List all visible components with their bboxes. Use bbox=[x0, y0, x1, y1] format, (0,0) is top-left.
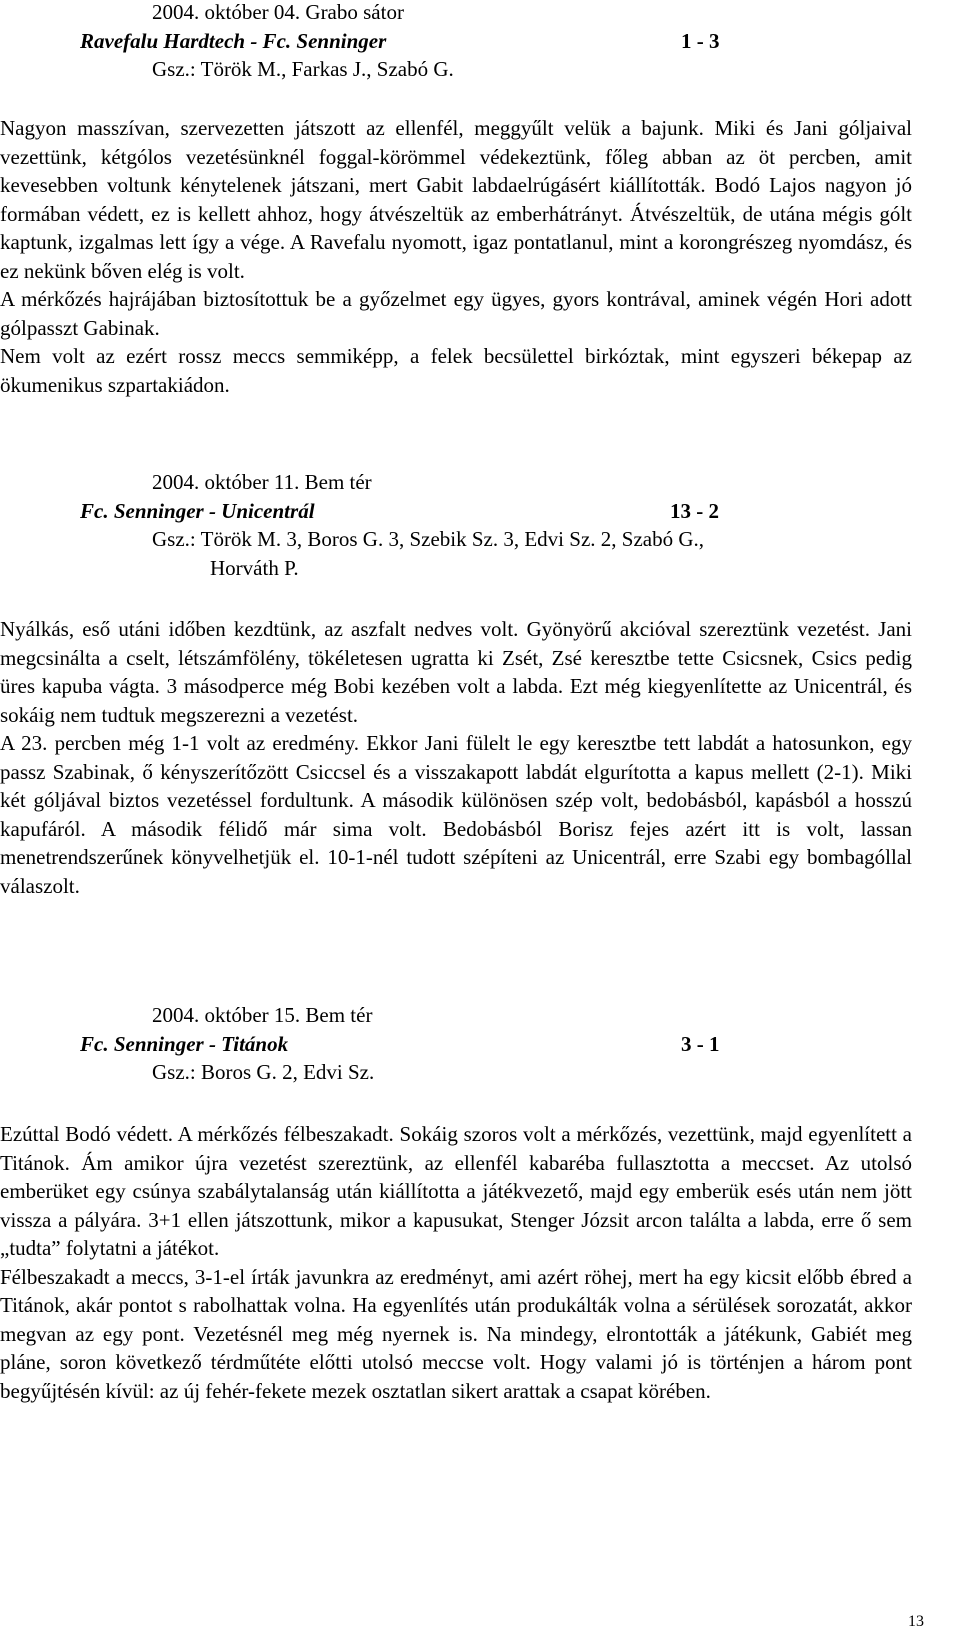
match-3-scorers: Gsz.: Boros G. 2, Edvi Sz. bbox=[152, 1060, 375, 1084]
match-2-header bbox=[0, 468, 960, 582]
match-1-paragraph-1: Nagyon masszívan, szervezetten játszott az ellenfél, meggyűlt velük a bajunk. Miki és Jani góljaival vezettünk, kétgólos vezetésünknél foggal-körömmel védekeztünk, főleg abban az öt percben, amit kevesebben voltunk kénytelenek játszani, mert Gabit labdaelrúgásért kiállították. Bodó Lajos nagyon jó formában védett, ez is kellett ahhoz, hogy átvészeltük az emberhátrányt. Átvészeltük, de utána mégis gólt kaptunk, izgalmas lett így a vége. A Ravefalu nyomott, igaz pontatlanul, mint a korongrészeg nyomdász, és ez nekünk bőven elég is volt. bbox=[0, 116, 912, 283]
match-1-paragraph-3: Nem volt az ezért rossz meccs semmiképp, a felek becsülettel birkóztak, mint egyszeri békepap az ökumenikus szpartakiádon. bbox=[0, 344, 912, 397]
match-2-paragraph-1: Nyálkás, eső utáni időben kezdtünk, az aszfalt nedves volt. Gyönyörű akcióval szereztünk vezetést. Jani megcsinálta a cselt, létszámfölény, tökéletesen ugratta ki Zsét, Zsé keresztbe tette Csicsnek, Csics pedig üres kapuba vágta. 3 másodperce még Bobi kezében volt a labda. Ezt még kiegyenlítette az Unicentrál, és sokáig nem tudtuk megszerezni a vezetést. bbox=[0, 617, 912, 727]
match-2-date-venue: 2004. október 11. Bem tér bbox=[152, 470, 372, 494]
match-2-report bbox=[0, 615, 912, 900]
match-2-title bbox=[0, 497, 960, 526]
match-3-title bbox=[0, 1030, 960, 1059]
match-3-score: 3 - 1 bbox=[681, 1031, 720, 1056]
match-3-teams: Fc. Senninger - Titánok bbox=[80, 1031, 289, 1056]
match-3-paragraph-1: Ezúttal Bodó védett. A mérkőzés félbeszakadt. Sokáig szoros volt a mérkőzés, vezettünk, majd egyenlített a Titánok. Ám amikor újra vezetést szereztünk, az ellenfél kabaréba fullasztotta a meccset. Az utolsó emberüket egy csúnya szabálytalanság után kiállította a játékvezető, majd egy emberük esés után nem jött vissza a pályára. 3+1 ellen játszottunk, mikor a kapusukat, Stenger Józsit arcon találta a labda, erre ő sem „tudta” folytatni a játékot. bbox=[0, 1122, 912, 1260]
match-2-score: 13 - 2 bbox=[670, 498, 719, 523]
match-2-teams: Fc. Senninger - Unicentrál bbox=[80, 498, 315, 523]
match-1-title bbox=[0, 27, 960, 56]
match-2-scorers-continued: Horváth P. bbox=[210, 555, 299, 580]
match-3-paragraph-2: Félbeszakadt a meccs, 3-1-el írták javunkra az eredményt, ami azért röhej, mert ha egy kicsit előbb ébred a Titánok, akár pontot s rabolhattak volna. Ha egyenlítés után produkálták volna a sérülések sorozatát, akkor megvan az egy pont. Vezetésnél meg még nyernek is. Na mindegy, elrontották a játékunk, Gabiét meg pláne, soron következő térdműtéte előtti utolsó meccse volt. Hogy valami jó is történjen a három pont begyűjtésén kívül: az új fehér-fekete mezek osztatlan sikert arattak a csapat körében. bbox=[0, 1264, 912, 1403]
match-1-teams: Ravefalu Hardtech - Fc. Senninger bbox=[80, 28, 387, 53]
match-3-date-venue: 2004. október 15. Bem tér bbox=[152, 1003, 373, 1027]
match-2-scorers: Gsz.: Török M. 3, Boros G. 3, Szebik Sz. 3, Edvi Sz. 2, Szabó G., bbox=[152, 527, 704, 551]
match-2-paragraph-2: A 23. percben még 1-1 volt az eredmény. Ekkor Jani fülelt le egy keresztbe tett labdát a hatosunkon, egy passz Szabinak, ő kényszerítőzött Csiccsel és a visszakapott labdát elgurította a kapus mellett (2-1). Miki két góljával biztos vezetéssel fordultunk. A második különösen szép volt, bedobásból, kapásból a hosszú kapufáról. A második félidő már sima volt. Bedobásból Borisz fejes azért itt is volt, lassan menetrendszerűnek könyvelhetjük el. 10-1-nél tudott szépíteni az Unicentrál, erre Szabi egy bombagóllal válaszolt. bbox=[0, 731, 912, 898]
page-number: 13 bbox=[908, 1613, 924, 1630]
match-1-paragraph-2: A mérkőzés hajrájában biztosítottuk be a győzelmet egy ügyes, gyors kontrával, aminek végén Hori adott gólpasszt Gabinak. bbox=[0, 287, 912, 340]
match-1-date-venue: 2004. október 04. Grabo sátor bbox=[152, 0, 404, 24]
match-1-header bbox=[0, 0, 960, 84]
match-1-report bbox=[0, 114, 912, 399]
match-3-header bbox=[0, 1001, 960, 1087]
match-1-scorers: Gsz.: Török M., Farkas J., Szabó G. bbox=[152, 57, 454, 81]
match-1-score: 1 - 3 bbox=[681, 28, 720, 53]
match-3-report bbox=[0, 1120, 912, 1405]
